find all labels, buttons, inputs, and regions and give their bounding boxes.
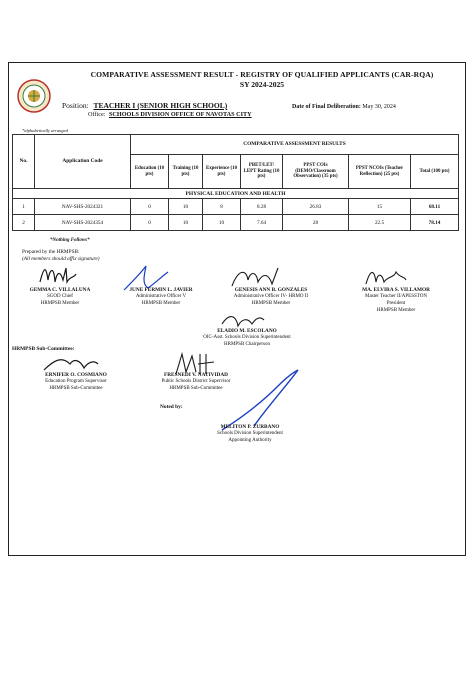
position-label: Position: <box>62 101 89 110</box>
section-heading: PHYSICAL EDUCATION AND HEALTH <box>13 189 459 199</box>
deliberation-label: Date of Final Deliberation: <box>292 104 361 110</box>
header-experience: Experience (10 pts) <box>203 155 241 189</box>
cell-ncois: 22.5 <box>349 215 411 231</box>
signatory-role: Appointing Authority <box>228 437 272 443</box>
deliberation-value: May 30, 2024 <box>362 104 396 110</box>
table-row <box>13 215 459 231</box>
signatory-title: Master Teacher II/APESSTON <box>365 294 427 300</box>
signatory-role: HRMPSB Member <box>251 300 291 306</box>
header-ppst-ncois: PPST NCOIs (Teacher Reflection) (25 pts) <box>349 155 411 189</box>
signatory-role: HRMPSB Member <box>376 307 416 313</box>
header-training: Training (10 pts) <box>169 155 203 189</box>
cell-code: NAV-SHS-2024321 <box>35 199 131 215</box>
header-rating: PBET/LET/ LEPT Rating (10 pts) <box>241 155 283 189</box>
alphabetical-note: *alphabetically arranged <box>22 128 68 133</box>
signatory-natividad <box>136 372 256 393</box>
nothing-follows: *Nothing Follows* <box>50 238 90 243</box>
signatory-role: HRMPSB Sub-Committee <box>49 385 103 391</box>
cell-education: 0 <box>131 215 169 231</box>
office-label: Office: <box>88 111 106 118</box>
cell-ncois: 15 <box>349 199 411 215</box>
signature-villaluna-icon <box>36 262 80 288</box>
signatory-name: JUNE FERMIN L. JAVIER <box>129 287 193 293</box>
signatory-title: OIC-Asst. Schools Division Superintendent <box>203 335 291 341</box>
cell-experience: 8 <box>203 199 241 215</box>
signatory-title: Public Schools District Supervisor <box>161 379 231 385</box>
header-group: COMPARATIVE ASSESSMENT RESULTS <box>131 135 459 155</box>
cell-experience: 10 <box>203 215 241 231</box>
deliberation-date <box>292 104 396 110</box>
cell-code: NAV-SHS-2024354 <box>35 215 131 231</box>
header-ppst-cois: PPST COIs (DEMO/Classroom Observation) (35 pts) <box>283 155 349 189</box>
signatory-name: FRESNEDI V. NATIVIDAD <box>163 372 229 378</box>
header-application-code: Application Code <box>35 135 131 189</box>
cell-rating: 7.64 <box>241 215 283 231</box>
signatory-name: ELADIO M. ESCOLANO <box>217 328 277 334</box>
cell-training: 10 <box>169 199 203 215</box>
cell-no: 1 <box>13 199 35 215</box>
cell-total: 68.11 <box>411 199 459 215</box>
signatory-villamor <box>332 287 460 314</box>
signatory-title: Schools Division Superintendent <box>217 431 283 437</box>
cell-no: 2 <box>13 215 35 231</box>
signatory-name: GEMMA C. VILLALUNA <box>29 287 91 293</box>
results-table <box>12 134 459 231</box>
signatory-role: HRMPSB Member <box>40 300 80 306</box>
office-row <box>88 111 252 118</box>
signatory-title: Education Program Supervisor <box>45 379 107 385</box>
signatory-role: HRMPSB Sub-Committee <box>169 385 223 391</box>
signatory-title: Administrative Officer V <box>135 294 187 300</box>
signatory-role: HRMPSB Chairperson <box>224 341 270 347</box>
signatory-javier <box>106 287 216 308</box>
signatory-position: President <box>386 300 406 306</box>
signatory-name: ERNIFER O. COSMIANO <box>45 372 107 378</box>
signatory-name: GENESIS ANN B. GONZALES <box>234 287 308 293</box>
header-total: Total (100 pts) <box>411 155 459 189</box>
signatory-escolano <box>172 328 322 349</box>
school-year: SY 2024-2025 <box>239 80 285 89</box>
signatory-title: Administrative Officer IV- HRMO II <box>233 294 309 300</box>
prepared-note: (All members should affix signature) <box>22 256 100 262</box>
office-value: SCHOOLS DIVISION OFFICE OF NAVOTAS CITY <box>108 111 252 118</box>
noted-by-label: Noted by: <box>160 404 183 410</box>
signatory-villaluna <box>10 287 110 308</box>
cell-cois: 28 <box>283 215 349 231</box>
header-education: Education (10 pts) <box>131 155 169 189</box>
cell-rating: 8.28 <box>241 199 283 215</box>
position-row <box>62 101 227 110</box>
document-title: COMPARATIVE ASSESSMENT RESULT - REGISTRY OF QUALIFIED APPLICANTS (CAR-RQA) <box>90 70 434 79</box>
signatory-title: SGOD Chief <box>47 294 73 300</box>
deped-seal-icon <box>17 79 51 113</box>
signatory-name: MA. ELVIRA S. VILLAMOR <box>362 287 430 293</box>
signatory-gonzales <box>212 287 330 308</box>
position-value: TEACHER I (SENIOR HIGH SCHOOL) <box>93 101 228 110</box>
prepared-by: Prepared by the HRMPSB: <box>22 249 80 255</box>
cell-cois: 26.83 <box>283 199 349 215</box>
cell-training: 10 <box>169 215 203 231</box>
cell-total: 78.14 <box>411 215 459 231</box>
signatory-name: MELITON P. ZURBANO <box>220 424 280 430</box>
cell-education: 0 <box>131 199 169 215</box>
header-no: No. <box>13 135 35 189</box>
signatory-cosmiano <box>16 372 136 393</box>
signatory-zurbano <box>190 424 310 445</box>
table-row <box>13 199 459 215</box>
subcommittee-label: HRMPSB Sub-Committee: <box>12 346 75 352</box>
signatory-role: HRMPSB Member <box>141 300 181 306</box>
